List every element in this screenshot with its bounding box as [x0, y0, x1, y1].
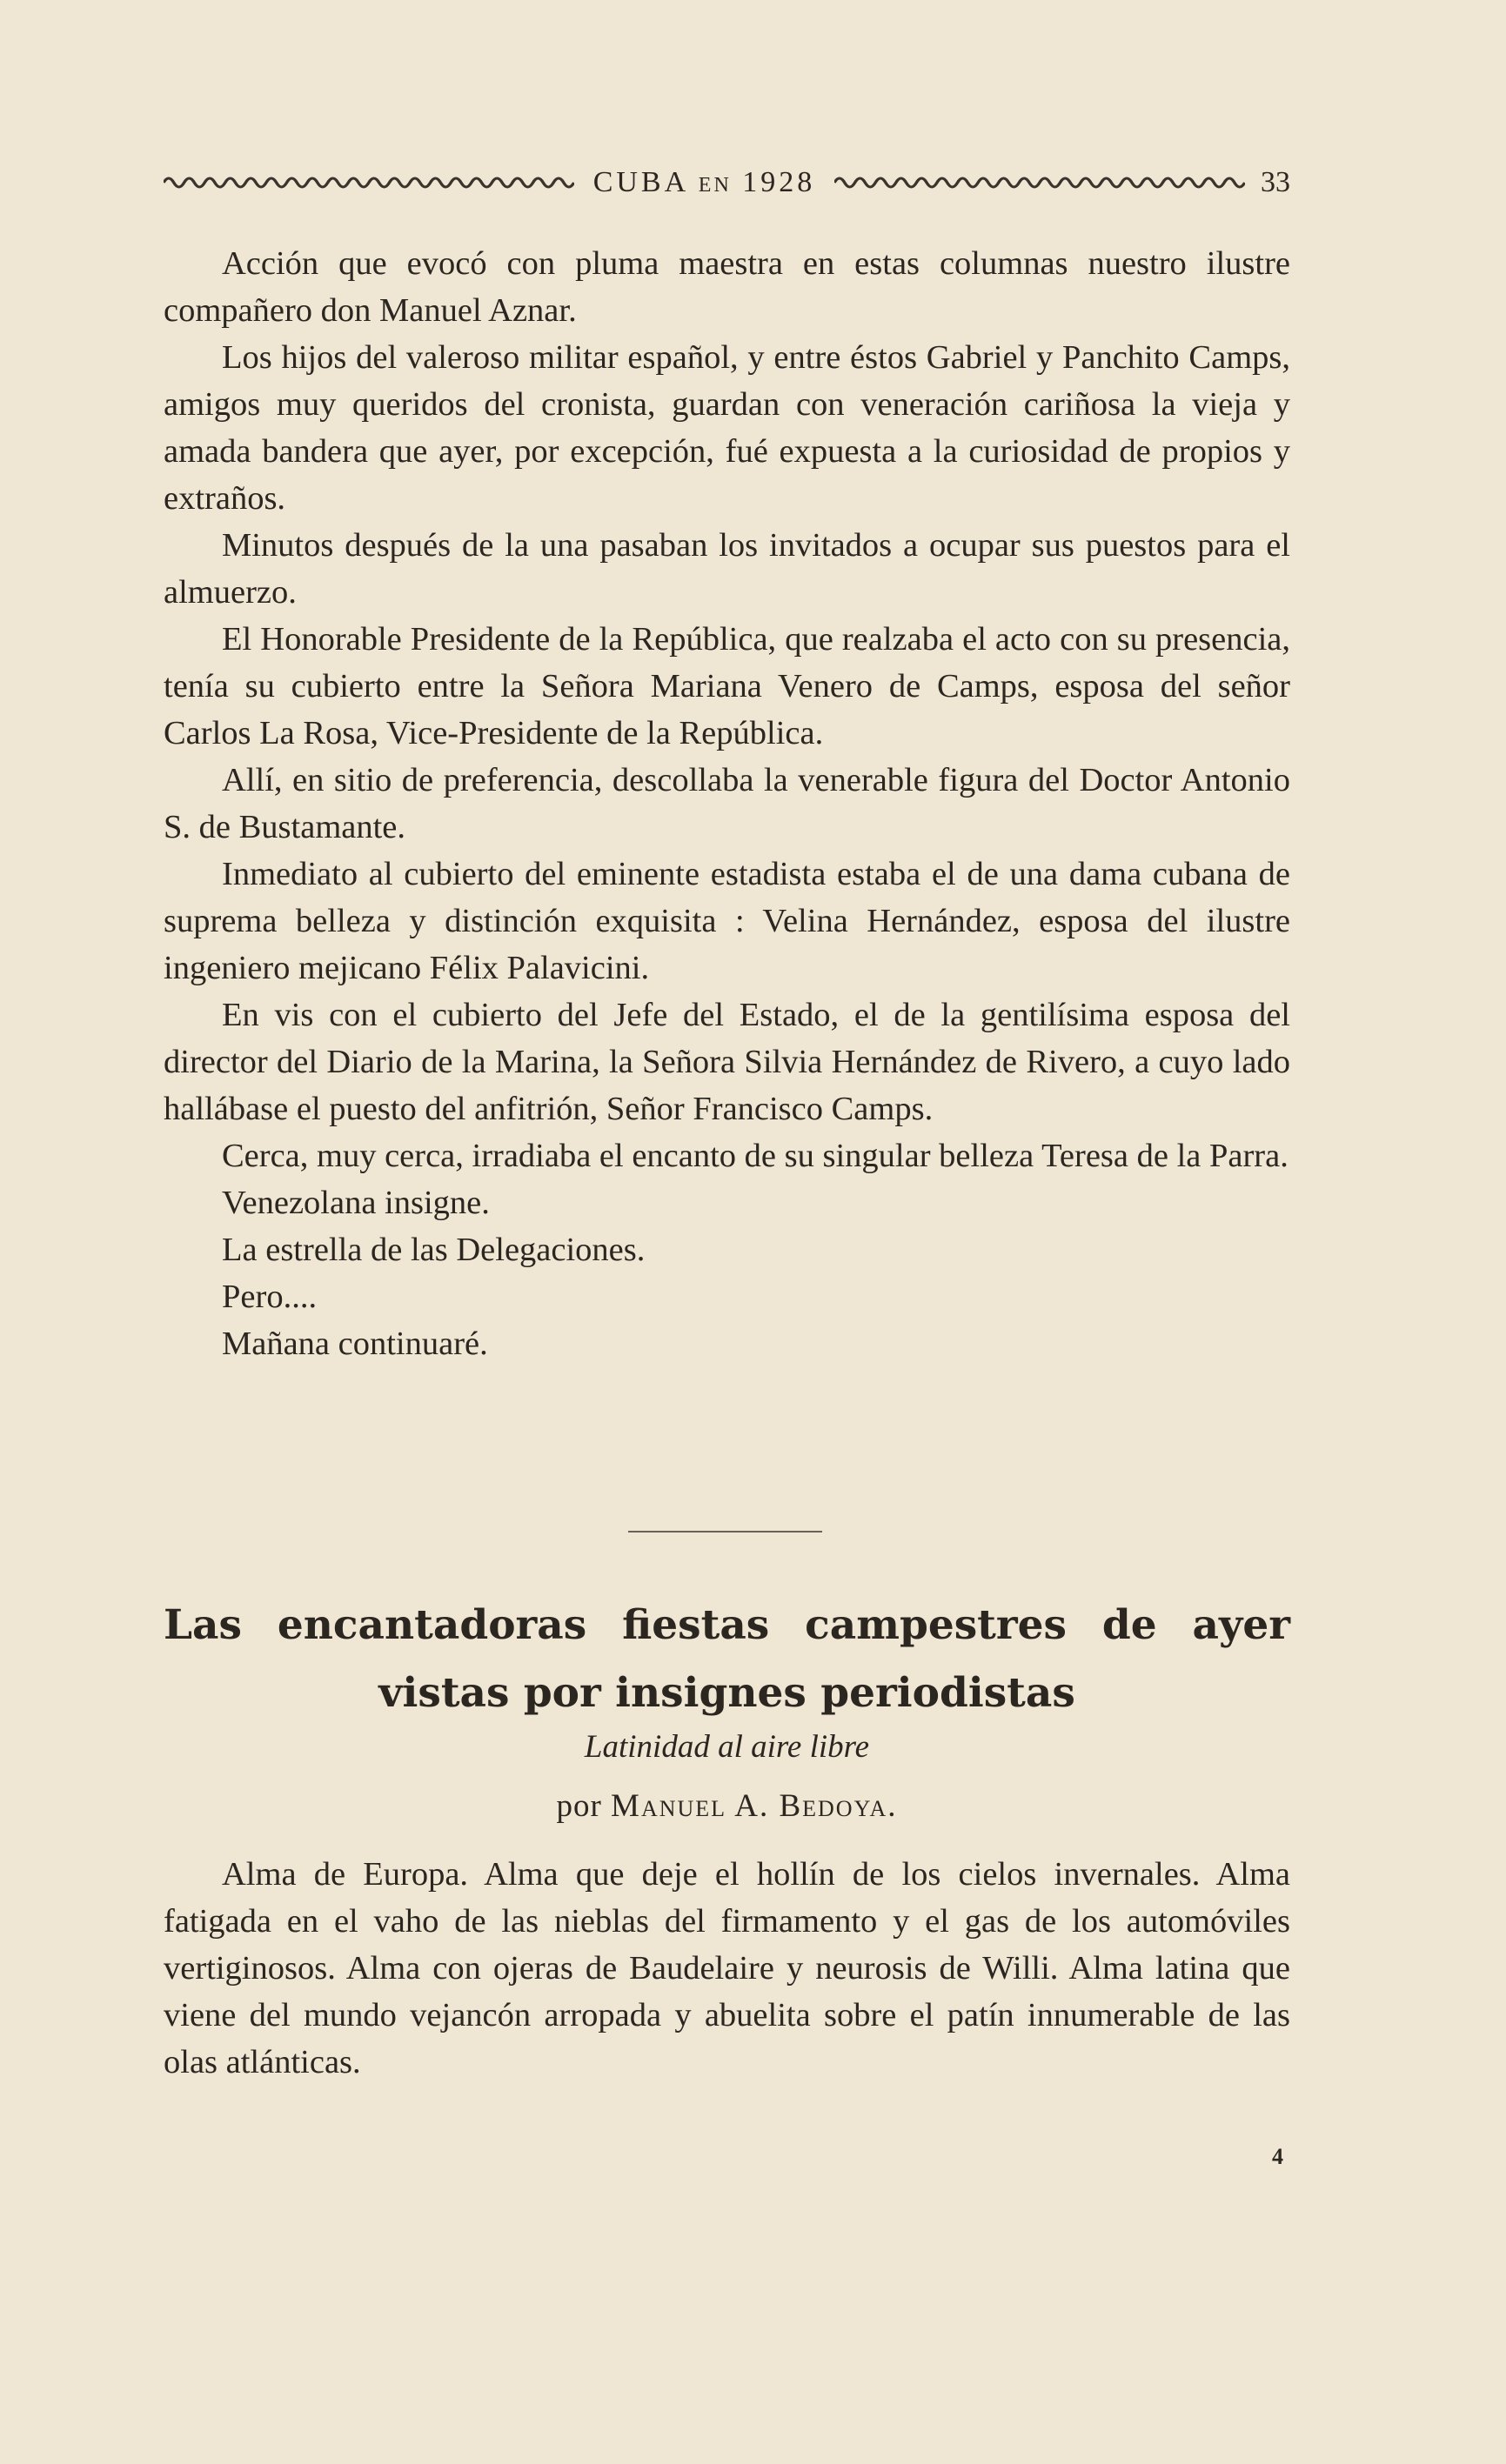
running-header [164, 161, 1290, 204]
body-paragraph: En vis con el cubierto del Jefe del Estado, el de la gentilísima esposa del director del Diario de la Marina, la Señora Silvia Hernández de Rivero, a cuyo lado hallábase el puesto del anfitrión, Señor Francisco Camps. [164, 997, 1290, 1127]
body-paragraph: Venezolana insigne. [222, 1185, 490, 1221]
body-paragraph: Minutos después de la una pasaban los invitados a ocupar sus puestos para el almuerzo. [164, 527, 1290, 611]
body-paragraph: La estrella de las Delegaciones. [222, 1232, 646, 1268]
body-paragraph: Pero.... [222, 1279, 318, 1315]
article-title-line-1: Las encantadoras fiestas campestres de ayer [164, 1601, 1290, 1649]
signature-mark: 4 [1272, 2144, 1283, 2169]
article-subtitle: Latinidad al aire libre [584, 1729, 870, 1765]
body-paragraph: Los hijos del valeroso militar español, y entre éstos Gabriel y Panchito Camps, amigos muy queridos del cronista, guardan con veneración cariñosa la vieja y amada bandera que ayer, por excepción, fué expuesta a la curiosidad de propios y extraños. [164, 339, 1290, 517]
running-title-small: EN [698, 174, 732, 197]
running-title-main: CUBA [592, 166, 688, 198]
body-paragraph: Allí, en sitio de preferencia, descollaba la venerable figura del Doctor Antonio S. de Bustamante. [164, 762, 1290, 845]
body-paragraph: Cerca, muy cerca, irradiaba el encanto de su singular belleza Teresa de la Parra. [222, 1138, 1288, 1174]
body-paragraph: Inmediato al cubierto del eminente estadista estaba el de una dama cubana de suprema belleza y distinción exquisita : Velina Hernández, esposa del ilustre ingeniero mejicano Félix Palavicini. [164, 856, 1290, 986]
section-divider [628, 1531, 822, 1532]
left-wavy-ornament [164, 174, 574, 191]
body-paragraph: Mañana continuaré. [222, 1325, 488, 1362]
byline-author: Manuel A. Bedoya. [611, 1788, 898, 1824]
article-byline [164, 1782, 1290, 1831]
running-title [593, 166, 816, 199]
article-title [164, 1592, 1290, 1727]
byline-prefix: por [556, 1788, 602, 1824]
article-title-line-2: vistas por insignes periodistas [378, 1669, 1075, 1717]
page-number: 33 [1261, 166, 1290, 198]
article-text [164, 1851, 1290, 2086]
body-text [164, 240, 1290, 1367]
article-paragraph: Alma de Europa. Alma que deje el hollín de los cielos invernales. Alma fatigada en el vaho de las nieblas del firmamento y el gas de los automóviles vertiginosos. Alma con ojeras de Baudelaire y neurosis de Willi. Alma latina que viene del mundo vejancón arropada y abuelita sobre el patín innumerable de las olas atlánticas. [164, 1856, 1290, 2080]
body-paragraph: Acción que evocó con pluma maestra en estas columnas nuestro ilustre compañero don Manuel Aznar. [164, 245, 1290, 329]
body-paragraph: El Honorable Presidente de la República, que realzaba el acto con su presencia, tenía su cubierto entre la Señora Mariana Venero de Camps, esposa del señor Carlos La Rosa, Vice-Presidente de la República. [164, 621, 1290, 751]
right-wavy-ornament [834, 174, 1245, 191]
running-title-year: 1928 [742, 166, 816, 198]
